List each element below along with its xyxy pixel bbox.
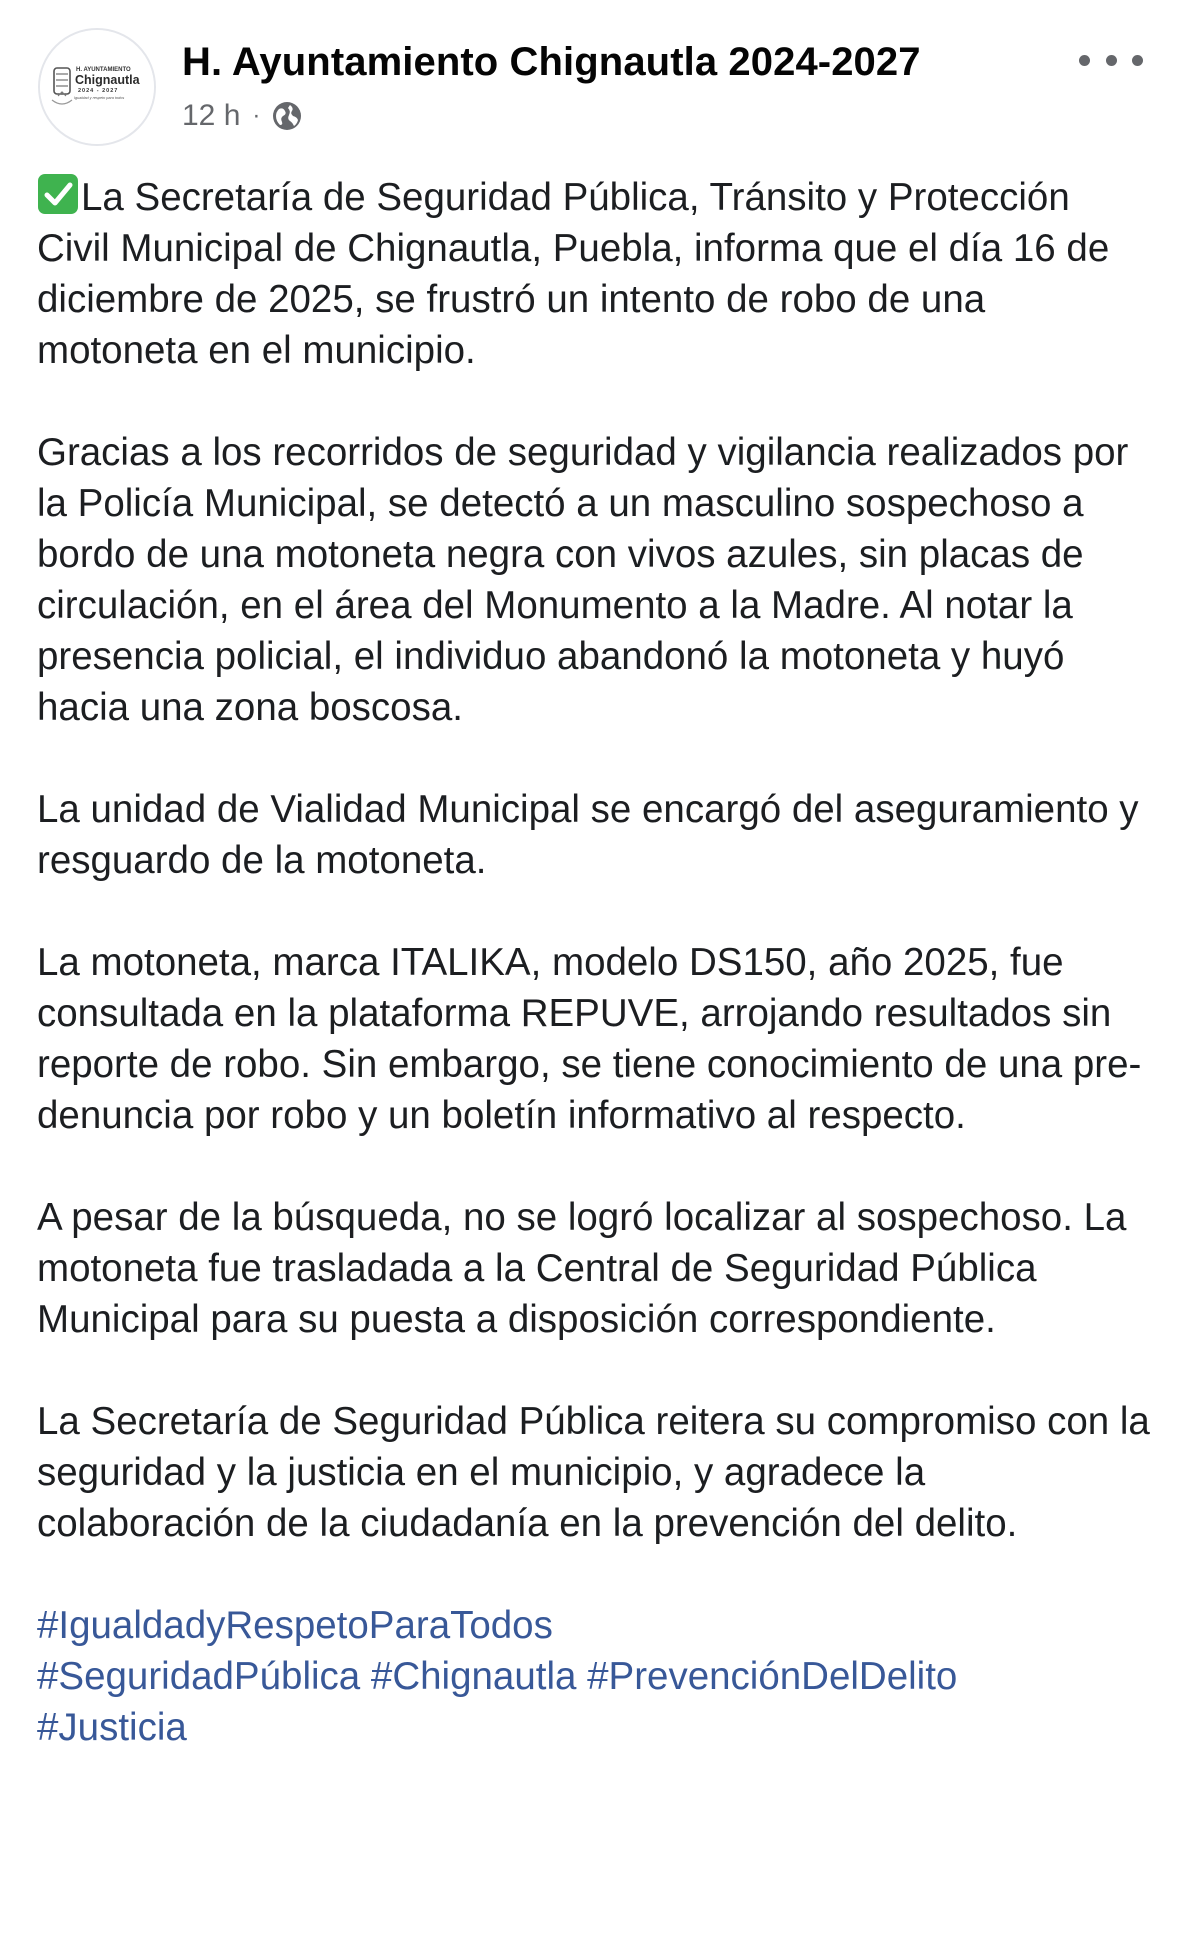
post-paragraph: La unidad de Vialidad Municipal se encargó del aseguramiento y resguardo de la motoneta. [37,788,1139,882]
post-paragraph: La Secretaría de Seguridad Pública reitera su compromiso con la seguridad y la justicia en el municipio, y agradece la colaboración de la ciudadanía en la prevención del delito. [37,1400,1150,1545]
post-paragraph: A pesar de la búsqueda, no se logró localizar al sospechoso. La motoneta fue trasladada a la Central de Seguridad Pública Municipal para su puesta a disposición correspondiente. [37,1196,1127,1341]
page-avatar[interactable] [38,28,156,146]
post-paragraph: Gracias a los recorridos de seguridad y vigilancia realizados por la Policía Municipal, se detectó a un masculino sospechoso a bordo de una motoneta negra con vivos azules, sin placas de circulación, en el área del Monumento a la Madre. Al notar la presencia policial, el individuo abandonó la motoneta y huyó hacia una zona boscosa. [37,431,1129,729]
post-paragraph: La motoneta, marca ITALIKA, modelo DS150, año 2025, fue consultada en la plataforma REPUVE, arrojando resultados sin reporte de robo. Sin embargo, se tiene conocimiento de una pre-denuncia por robo y un boletín informativo al respecto. [37,941,1142,1137]
check-mark-button-emoji [37,173,79,215]
post-text [37,172,1152,1753]
logo-tagline: Igualdad y respeto para todos [74,96,125,100]
page-name-link[interactable]: H. Ayuntamiento Chignautla 2024-2027 [182,40,921,84]
post-meta [182,96,304,136]
more-options-button[interactable] [1079,42,1143,78]
paragraph-text: La Secretaría de Seguridad Pública, Tránsito y Protección Civil Municipal de Chignautla, Puebla, informa que el día 16 de diciembre de 2025, se frustró un intento de robo de una motoneta en el municipio. [37,176,1110,372]
logo-line2: Chignautla [75,73,140,87]
hashtag-link[interactable]: #IgualdadyRespetoParaTodos [37,1604,553,1647]
hashtag-link[interactable]: #Chignautla [370,1655,577,1698]
post-header [0,0,1179,150]
more-options-icon [1079,55,1090,66]
meta-separator: · [252,102,261,129]
logo-line1: H. AYUNTAMIENTO [76,67,131,73]
post-paragraph [37,172,1152,376]
post-timestamp[interactable]: 12 h [182,99,241,132]
hashtag-link[interactable]: #SeguridadPública [37,1655,361,1698]
more-options-dot [1106,55,1117,66]
hashtag-list [37,1600,1152,1753]
logo-line3: 2024 - 2027 [78,88,119,94]
hashtag-link[interactable]: #Justicia [37,1706,187,1749]
hashtag-link[interactable]: #PrevenciónDelDelito [587,1655,958,1698]
more-options-dot [1132,55,1143,66]
ayuntamiento-logo [40,30,154,144]
globe-icon[interactable] [270,99,304,133]
